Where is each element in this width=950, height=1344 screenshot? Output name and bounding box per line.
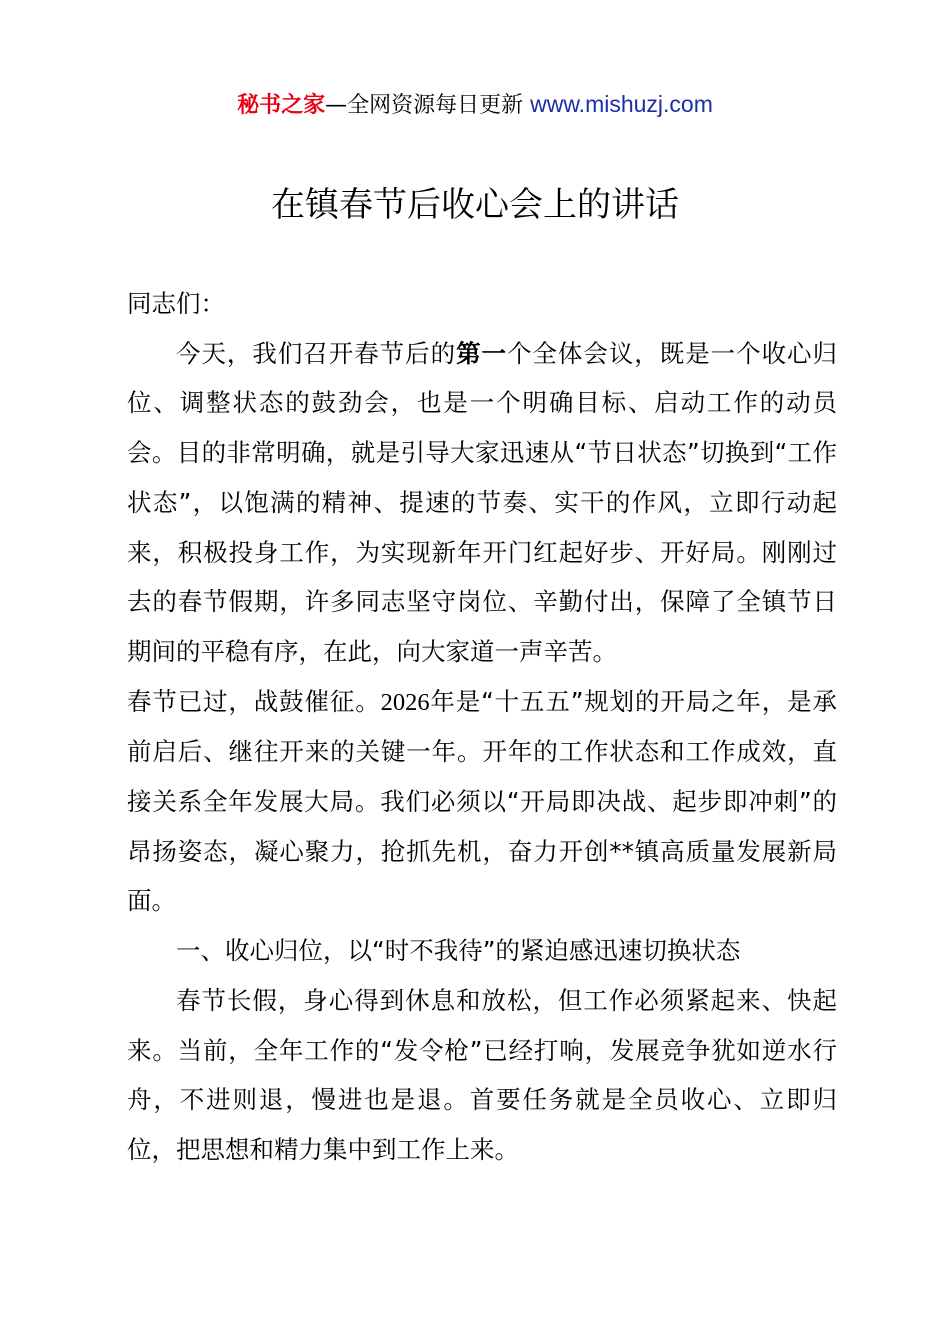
paragraph-context-text-start: 春节已过，战鼓催征。 bbox=[127, 686, 381, 716]
header-tagline: —全网资源每日更新 bbox=[325, 93, 531, 118]
paragraph-section-1: 春节长假，身心得到休息和放松，但工作必须紧起来、快起来。当前，全年工作的“发令枪”已经打响，发展竞争犹如逆水行舟，不进则退，慢进也是退。首要任务就是全员收心、立即归位，把思想和精力集中到工作上来。 bbox=[127, 985, 837, 1164]
salutation: 同志们： bbox=[127, 289, 225, 318]
site-header bbox=[0, 86, 950, 124]
paragraph-context-text-rest: 年是“十五五”规划的开局之年，是承前启后、继往开来的关键一年。开年的工作状态和工作成效，直接关系全年发展大局。我们必须以“开局即决战、起步即冲刺”的昂扬姿态，凝心聚力，抢抓先机，奋力开创**镇高质量发展新局面。 bbox=[127, 686, 837, 916]
document-body bbox=[127, 279, 837, 1175]
paragraph-context bbox=[127, 677, 837, 927]
paragraph-opening bbox=[127, 329, 837, 677]
year-number: 2026 bbox=[380, 688, 430, 716]
brand-name: 秘书之家 bbox=[237, 93, 326, 118]
paragraph-opening-text-start: 今天，我们召开春节后的 bbox=[176, 338, 457, 368]
paragraph-opening-text-rest: 个全体会议，既是一个收心归位、调整状态的鼓劲会，也是一个明确目标、启动工作的动员会。目的非常明确，就是引导大家迅速从“节日状态”切换到“工作状态”，以饱满的精神、提速的节奏、实干的作风，立即行动起来，积极投身工作，为实现新年开门红起好步、开好局。刚刚过去的春节假期，许多同志坚守岗位、辛勤付出，保障了全镇节日期间的平稳有序，在此，向大家道一声辛苦。 bbox=[127, 338, 838, 666]
document-title: 在镇春节后收心会上的讲话 bbox=[271, 185, 679, 225]
site-url-link[interactable]: www.mishuzj.com bbox=[530, 91, 713, 117]
bold-emphasis: 第一 bbox=[456, 338, 507, 368]
section-heading-1: 一、收心归位，以“时不我待”的紧迫感迅速切换状态 bbox=[176, 936, 741, 966]
